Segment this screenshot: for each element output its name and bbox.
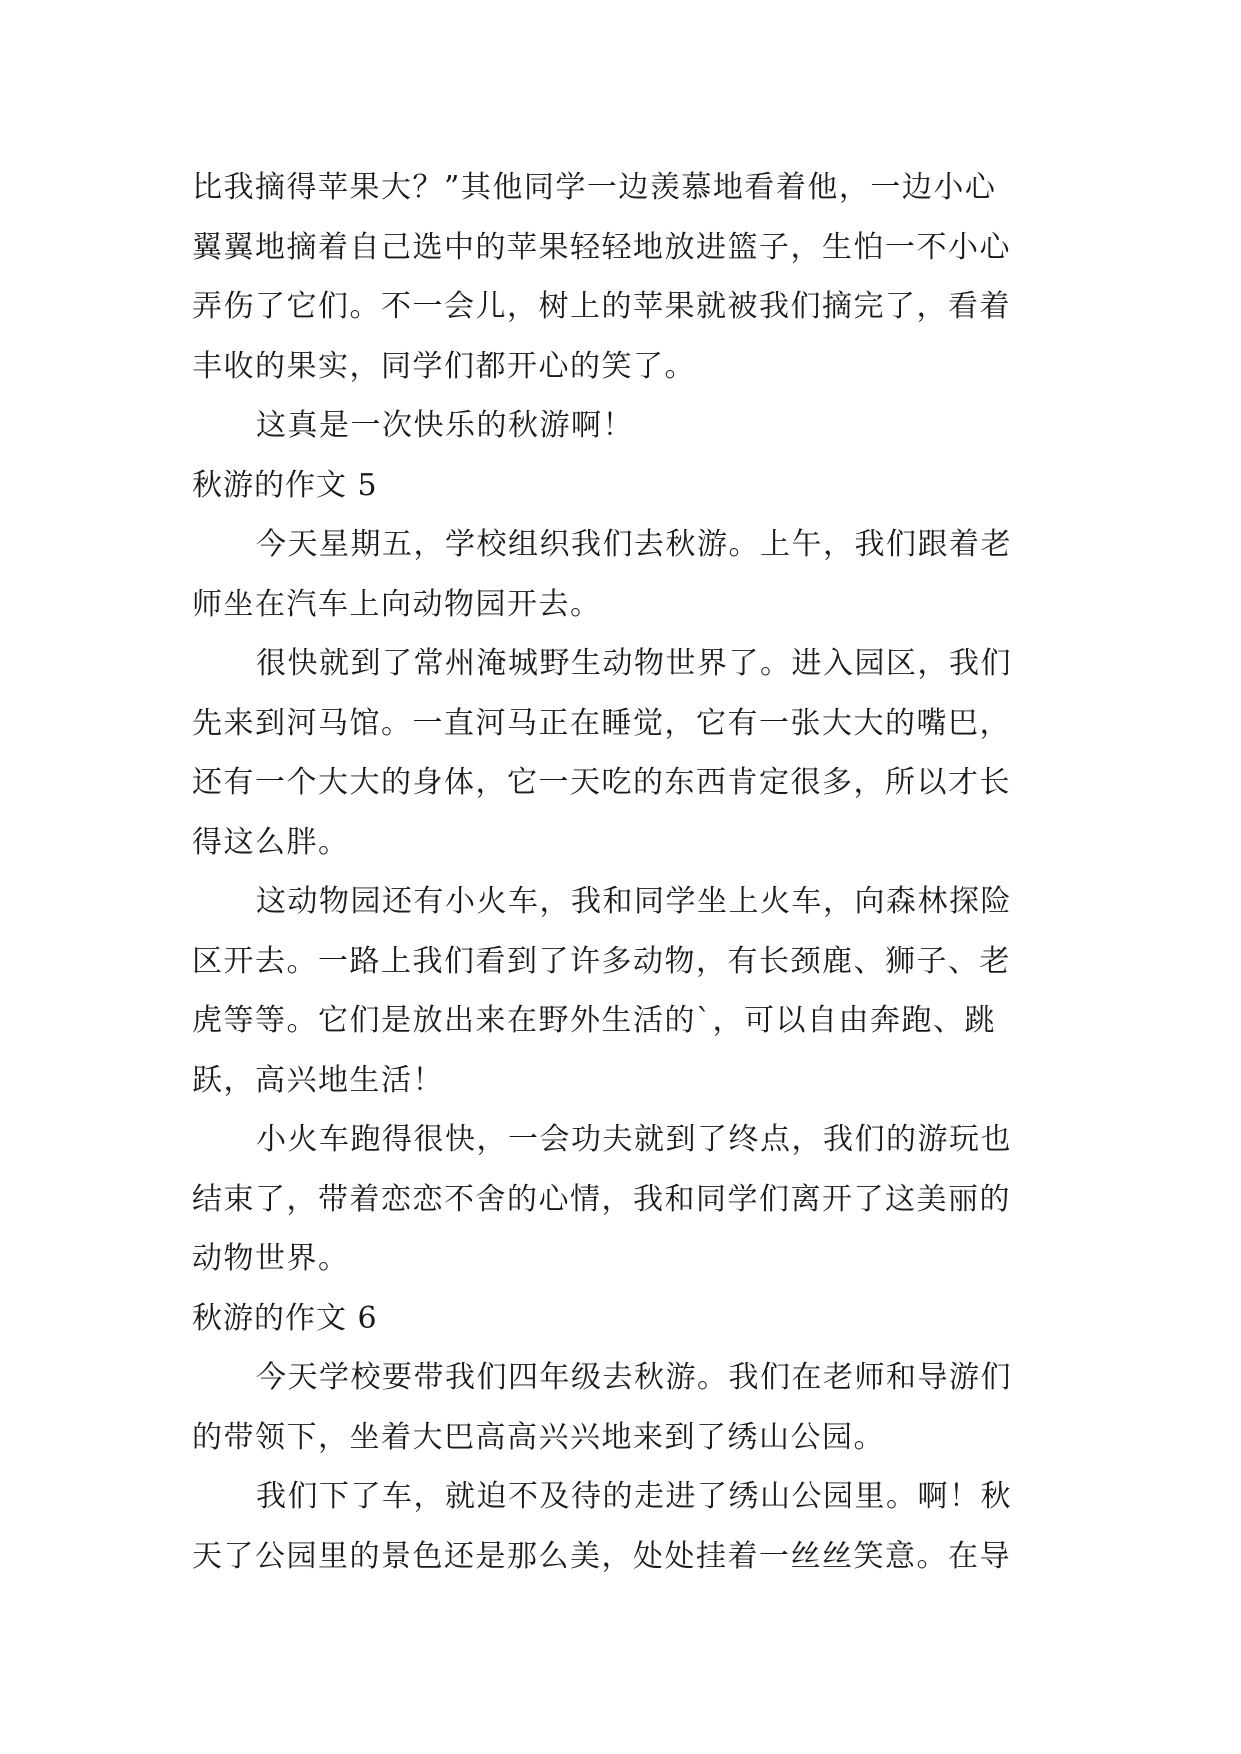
text-line: 比我摘得苹果大？”其他同学一边羡慕地看着他，一边小心 — [192, 170, 997, 205]
text-line: 这真是一次快乐的秋游啊！ — [256, 408, 634, 443]
text-line: 结束了，带着恋恋不舍的心情，我和同学们离开了这美丽的 — [192, 1181, 1011, 1217]
text-line: 我们下了车，就迫不及待的走进了绣山公园里。啊！秋 — [256, 1479, 1012, 1514]
section-heading: 秋游的作文 5 — [192, 467, 378, 503]
text-line: 弄伤了它们。不一会儿，树上的苹果就被我们摘完了，看着 — [192, 289, 1011, 324]
text-line: 动物世界。 — [192, 1241, 350, 1276]
text-line: 这动物园还有小火车，我和同学坐上火车，向森林探险 — [256, 884, 1012, 919]
text-line: 虎等等。它们是放出来在野外生活的`，可以自由奔跑、跳 — [192, 1003, 996, 1038]
text-line: 的带领下，坐着大巴高高兴兴地来到了绣山公园。 — [192, 1419, 885, 1455]
text-line: 天了公园里的景色还是那么美，处处挂着一丝丝笑意。在导 — [192, 1538, 1011, 1574]
text-line: 翼翼地摘着自己选中的苹果轻轻地放进篮子，生怕一不小心 — [192, 229, 1011, 265]
text-line: 跃，高兴地生活！ — [192, 1062, 444, 1098]
text-line: 今天学校要带我们四年级去秋游。我们在老师和导游们 — [256, 1360, 1012, 1395]
text-line: 得这么胖。 — [192, 824, 350, 860]
text-line: 先来到河马馆。一直河马正在睡觉，它有一张大大的嘴巴， — [192, 705, 1011, 741]
text-line: 今天星期五，学校组织我们去秋游。上午，我们跟着老 — [256, 527, 1012, 562]
text-line: 区开去。一路上我们看到了许多动物，有长颈鹿、狮子、老 — [192, 943, 1011, 979]
text-line: 很快就到了常州淹城野生动物世界了。进入园区，我们 — [256, 646, 1012, 681]
essay-text-block — [192, 158, 1062, 1586]
text-line: 还有一个大大的身体，它一天吃的东西肯定很多，所以才长 — [192, 765, 1011, 800]
text-line: 小火车跑得很快，一会功夫就到了终点，我们的游玩也 — [256, 1122, 1012, 1157]
text-line: 师坐在汽车上向动物园开去。 — [192, 586, 602, 622]
text-line: 丰收的果实，同学们都开心的笑了。 — [192, 348, 696, 384]
section-heading: 秋游的作文 6 — [192, 1300, 378, 1336]
